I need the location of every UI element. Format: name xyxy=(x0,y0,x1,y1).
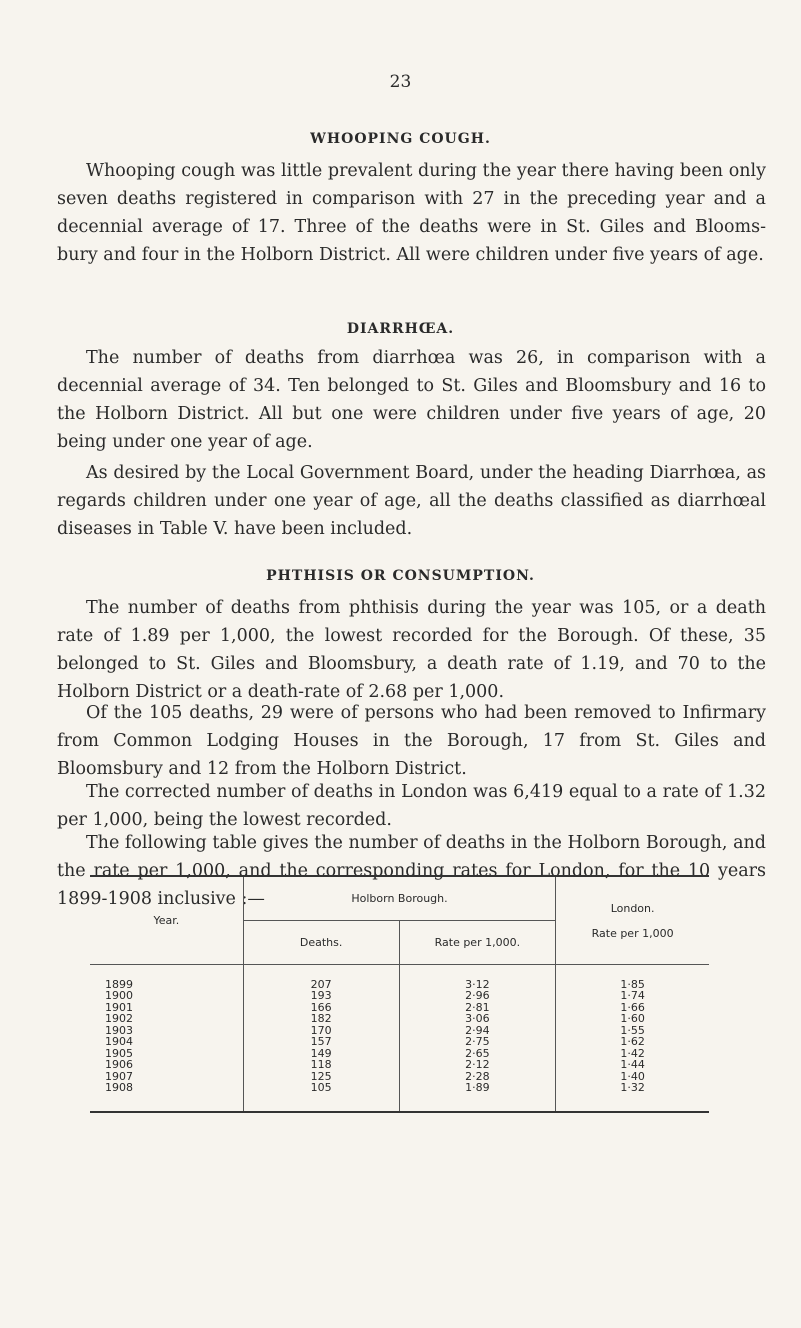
table-row xyxy=(90,1036,709,1048)
cell-deaths: 207 xyxy=(243,979,399,991)
cell-deaths: 125 xyxy=(243,1071,399,1083)
section-heading-phthisis: PHTHISIS OR CONSUMPTION. xyxy=(266,568,535,584)
cell-london: 1·62 xyxy=(620,1035,645,1048)
paragraph: The number of deaths from diarrhœa was 26, in comparison with a decennial average of 34. Ten belonged to St. Giles and Bloomsbury and 16 to the Holborn District. All but one were children under five years of age, 20 being under one year of age. xyxy=(57,348,766,452)
section-heading-whooping-cough: WHOOPING COUGH. xyxy=(310,131,491,147)
cell-rate: 3·12 xyxy=(399,979,556,991)
cell-year: 1905 xyxy=(90,1048,243,1060)
cell-deaths: 118 xyxy=(243,1059,399,1071)
cell-rate: 2·28 xyxy=(399,1071,556,1083)
paragraph: The following table gives the number of deaths in the Holborn Borough, and the rate per 1,000, and the corresponding rates for London, for the 10 years 1899-1908 inclusive :— xyxy=(57,833,766,909)
table-row xyxy=(90,1082,709,1094)
header-rate: Rate per 1,000. xyxy=(399,921,556,965)
cell-rate: 1·89 xyxy=(399,1082,556,1094)
cell-london: 1·66 xyxy=(620,1000,645,1014)
cell-deaths: 149 xyxy=(243,1048,399,1060)
cell-deaths: 193 xyxy=(243,990,399,1002)
paragraph: The number of deaths from phthisis during the year was 105, or a death rate of 1.89 per 1,000, the lowest recorded for the Borough. Of these, 35 belonged to St. Giles and Bloomsbury, a death rate of 1.19, and 70 to the Holborn District or a death-rate of 2.68 per 1,000. xyxy=(57,598,766,702)
table-row xyxy=(90,1059,709,1071)
cell-year: 1904 xyxy=(90,1036,243,1048)
cell-london: 1·42 xyxy=(620,1046,645,1060)
cell-deaths: 170 xyxy=(243,1025,399,1037)
cell-london: 1·85 xyxy=(620,977,645,991)
page-number: 23 xyxy=(389,72,412,92)
cell-year: 1902 xyxy=(90,1013,243,1025)
cell-year: 1907 xyxy=(90,1071,243,1083)
cell-london: 1·74 xyxy=(620,989,645,1002)
cell-london: 1·60 xyxy=(620,1012,645,1025)
cell-rate: 2·94 xyxy=(399,1025,556,1037)
header-holborn: Holborn Borough. xyxy=(243,876,555,921)
header-london xyxy=(556,876,709,965)
table-row xyxy=(90,990,709,1002)
cell-year: 1908 xyxy=(90,1082,243,1094)
cell-year: 1900 xyxy=(90,990,243,1002)
table-row xyxy=(90,979,709,991)
cell-london: 1·55 xyxy=(620,1023,645,1037)
table-row xyxy=(90,1013,709,1025)
cell-rate: 2·12 xyxy=(399,1059,556,1071)
paragraph: The corrected number of deaths in London was 6,419 equal to a rate of 1.32 per 1,000, being the lowest recorded. xyxy=(57,782,766,830)
cell-year: 1903 xyxy=(90,1025,243,1037)
cell-rate: 3·06 xyxy=(399,1013,556,1025)
cell-year: 1906 xyxy=(90,1059,243,1071)
table-row xyxy=(90,1002,709,1014)
cell-rate: 2·81 xyxy=(399,1002,556,1014)
cell-year: 1901 xyxy=(90,1002,243,1014)
cell-rate: 2·75 xyxy=(399,1036,556,1048)
cell-deaths: 166 xyxy=(243,1002,399,1014)
cell-london: 1·44 xyxy=(620,1058,645,1071)
paragraph: Whooping cough was little prevalent during the year there having been only seven deaths registered in comparison with 27 in the preceding year and a decennial average of 17. Three of the deaths were in St. Giles and Blooms- bury and four in the Holborn District. All were children under five years of age. xyxy=(57,161,766,265)
cell-london: 1·32 xyxy=(620,1081,645,1094)
section-heading-diarrhoea: DIARRHŒA. xyxy=(346,321,455,337)
cell-rate: 2·96 xyxy=(399,990,556,1002)
cell-deaths: 157 xyxy=(243,1036,399,1048)
header-london-title: London. xyxy=(610,901,655,915)
paragraph: As desired by the Local Government Board, under the heading Diarrhœa, as regards children under one year of age, all the deaths classified as diarrhœal diseases in Table V. have been included. xyxy=(57,463,766,539)
deaths-rates-table xyxy=(90,875,709,1113)
header-london-rate: Rate per 1,000 xyxy=(591,926,674,940)
table-row xyxy=(90,1025,709,1037)
cell-deaths: 182 xyxy=(243,1013,399,1025)
cell-year: 1899 xyxy=(90,979,243,991)
cell-london: 1·40 xyxy=(620,1069,645,1083)
header-deaths: Deaths. xyxy=(243,921,399,965)
paragraph: Of the 105 deaths, 29 were of persons who had been removed to Infirmary from Common Lodging Houses in the Borough, 17 from St. Giles and Bloomsbury and 12 from the Holborn District. xyxy=(57,703,766,779)
header-year: Year. xyxy=(90,876,243,965)
table-row xyxy=(90,1048,709,1060)
cell-rate: 2·65 xyxy=(399,1048,556,1060)
table-row xyxy=(90,1071,709,1083)
cell-deaths: 105 xyxy=(243,1082,399,1094)
